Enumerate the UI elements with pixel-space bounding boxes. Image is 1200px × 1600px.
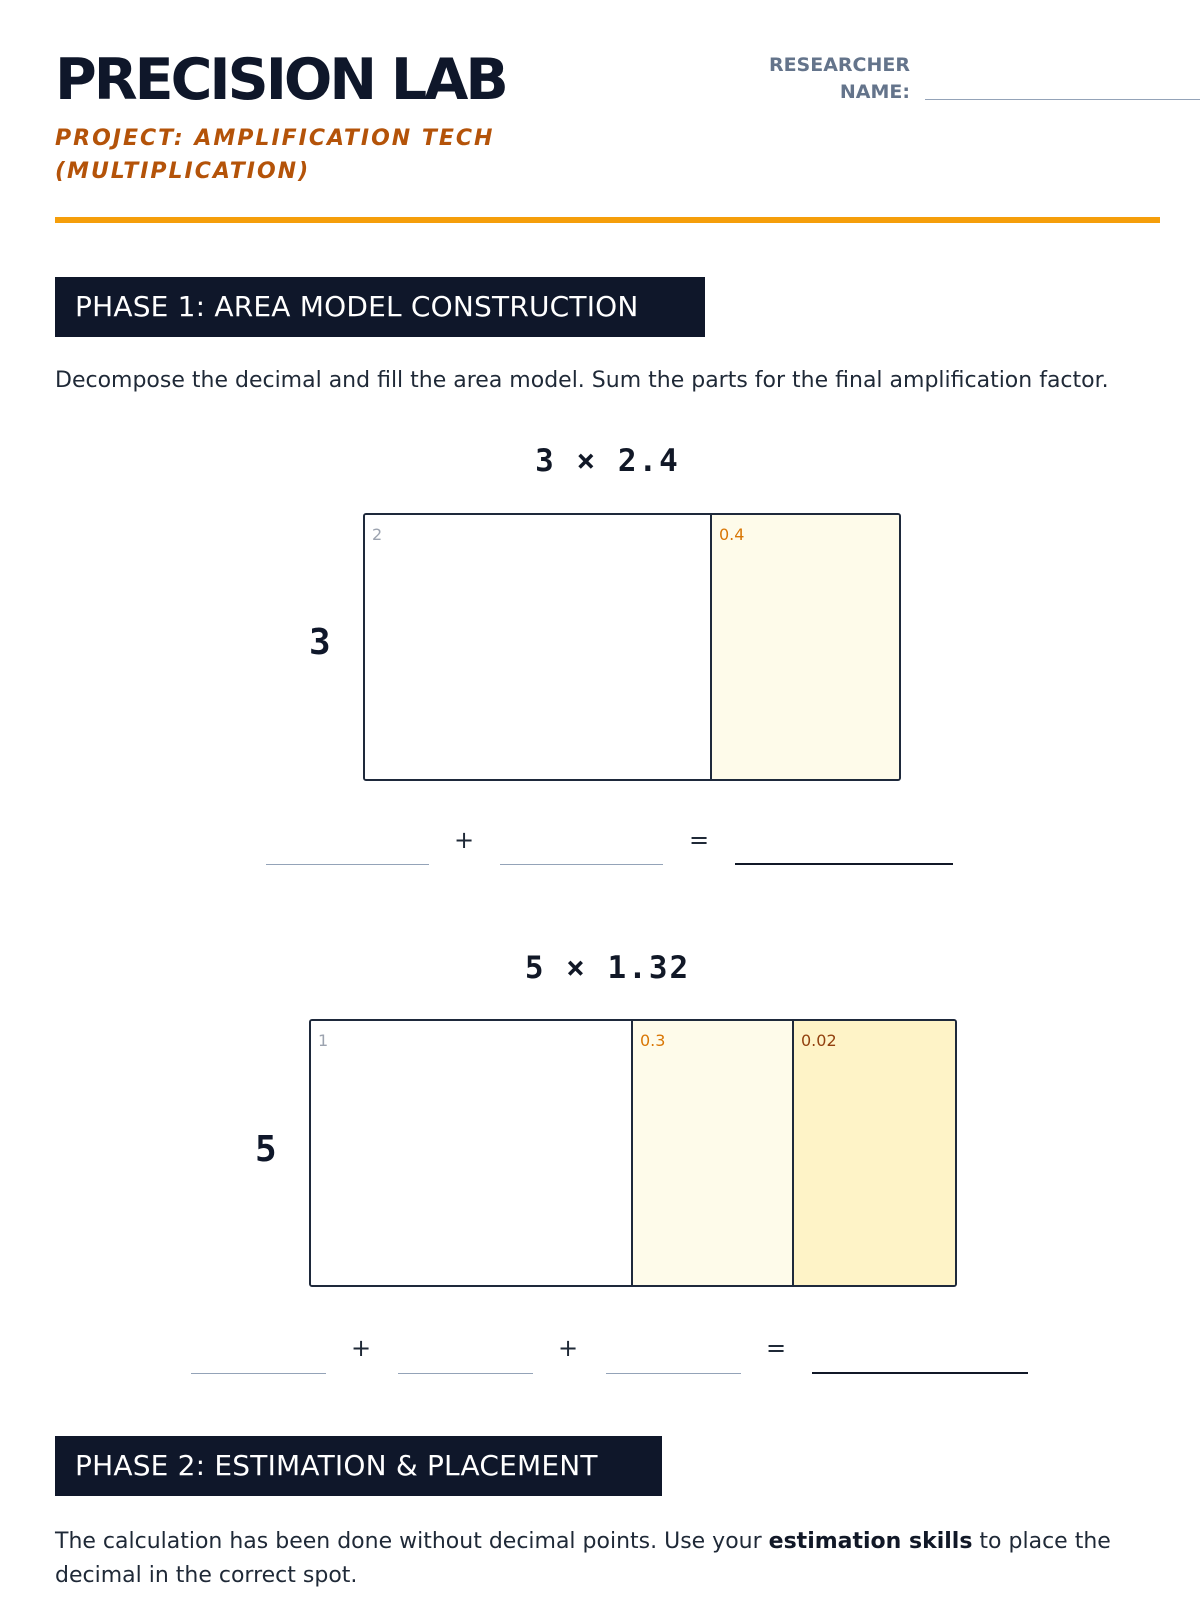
partial-product-blank[interactable] bbox=[266, 864, 429, 865]
area-cell-label: 0.3 bbox=[640, 1031, 666, 1050]
worksheet-page bbox=[55, 0, 1160, 1600]
plus-sign: + bbox=[350, 1334, 372, 1362]
area-cell[interactable] bbox=[365, 515, 710, 779]
problem-1-factor-label: 3 bbox=[309, 622, 331, 663]
equals-sign: = bbox=[688, 826, 710, 854]
partial-product-blank[interactable] bbox=[398, 1373, 533, 1374]
problem-1-expression: 3 × 2.4 bbox=[535, 443, 680, 479]
researcher-name-field[interactable] bbox=[925, 99, 1200, 100]
area-cell-label: 2 bbox=[372, 525, 383, 544]
problem-2-area-model bbox=[309, 1019, 957, 1287]
partial-product-blank[interactable] bbox=[191, 1373, 326, 1374]
phase-1-instructions: Decompose the decimal and fill the area model. Sum the parts for the final amplification factor. bbox=[55, 368, 1109, 393]
phase-2-instructions bbox=[55, 1525, 1160, 1593]
instructions-emphasis: estimation skills bbox=[768, 1529, 973, 1554]
area-cell[interactable] bbox=[792, 1021, 955, 1285]
final-answer-blank[interactable] bbox=[812, 1372, 1028, 1374]
area-cell[interactable] bbox=[311, 1021, 631, 1285]
phase-1-heading: PHASE 1: AREA MODEL CONSTRUCTION bbox=[55, 277, 705, 337]
plus-sign: + bbox=[557, 1334, 579, 1362]
area-cell-label: 0.4 bbox=[719, 525, 745, 544]
page-title: PRECISION LAB bbox=[55, 47, 506, 113]
partial-product-blank[interactable] bbox=[606, 1373, 741, 1374]
area-cell-label: 0.02 bbox=[801, 1031, 837, 1050]
problem-2-expression: 5 × 1.32 bbox=[524, 950, 691, 986]
researcher-name-label: RESEARCHER NAME: bbox=[768, 54, 910, 103]
instructions-text: The calculation has been done without decimal points. Use your bbox=[55, 1529, 769, 1554]
problem-1-area-model bbox=[363, 513, 901, 781]
area-cell[interactable] bbox=[631, 1021, 792, 1285]
equals-sign: = bbox=[765, 1334, 787, 1362]
header-divider bbox=[55, 217, 1160, 223]
partial-product-blank[interactable] bbox=[500, 864, 663, 865]
problem-2-factor-label: 5 bbox=[255, 1129, 277, 1170]
project-subtitle: PROJECT: AMPLIFICATION TECH (MULTIPLICATION) bbox=[55, 126, 495, 184]
plus-sign: + bbox=[453, 826, 475, 854]
instructions-text: to place the decimal in the correct spot. bbox=[55, 1529, 1111, 1588]
phase-2-heading: PHASE 2: ESTIMATION & PLACEMENT bbox=[55, 1436, 662, 1496]
area-cell-label: 1 bbox=[318, 1031, 329, 1050]
area-cell[interactable] bbox=[710, 515, 899, 779]
final-answer-blank[interactable] bbox=[735, 863, 953, 865]
